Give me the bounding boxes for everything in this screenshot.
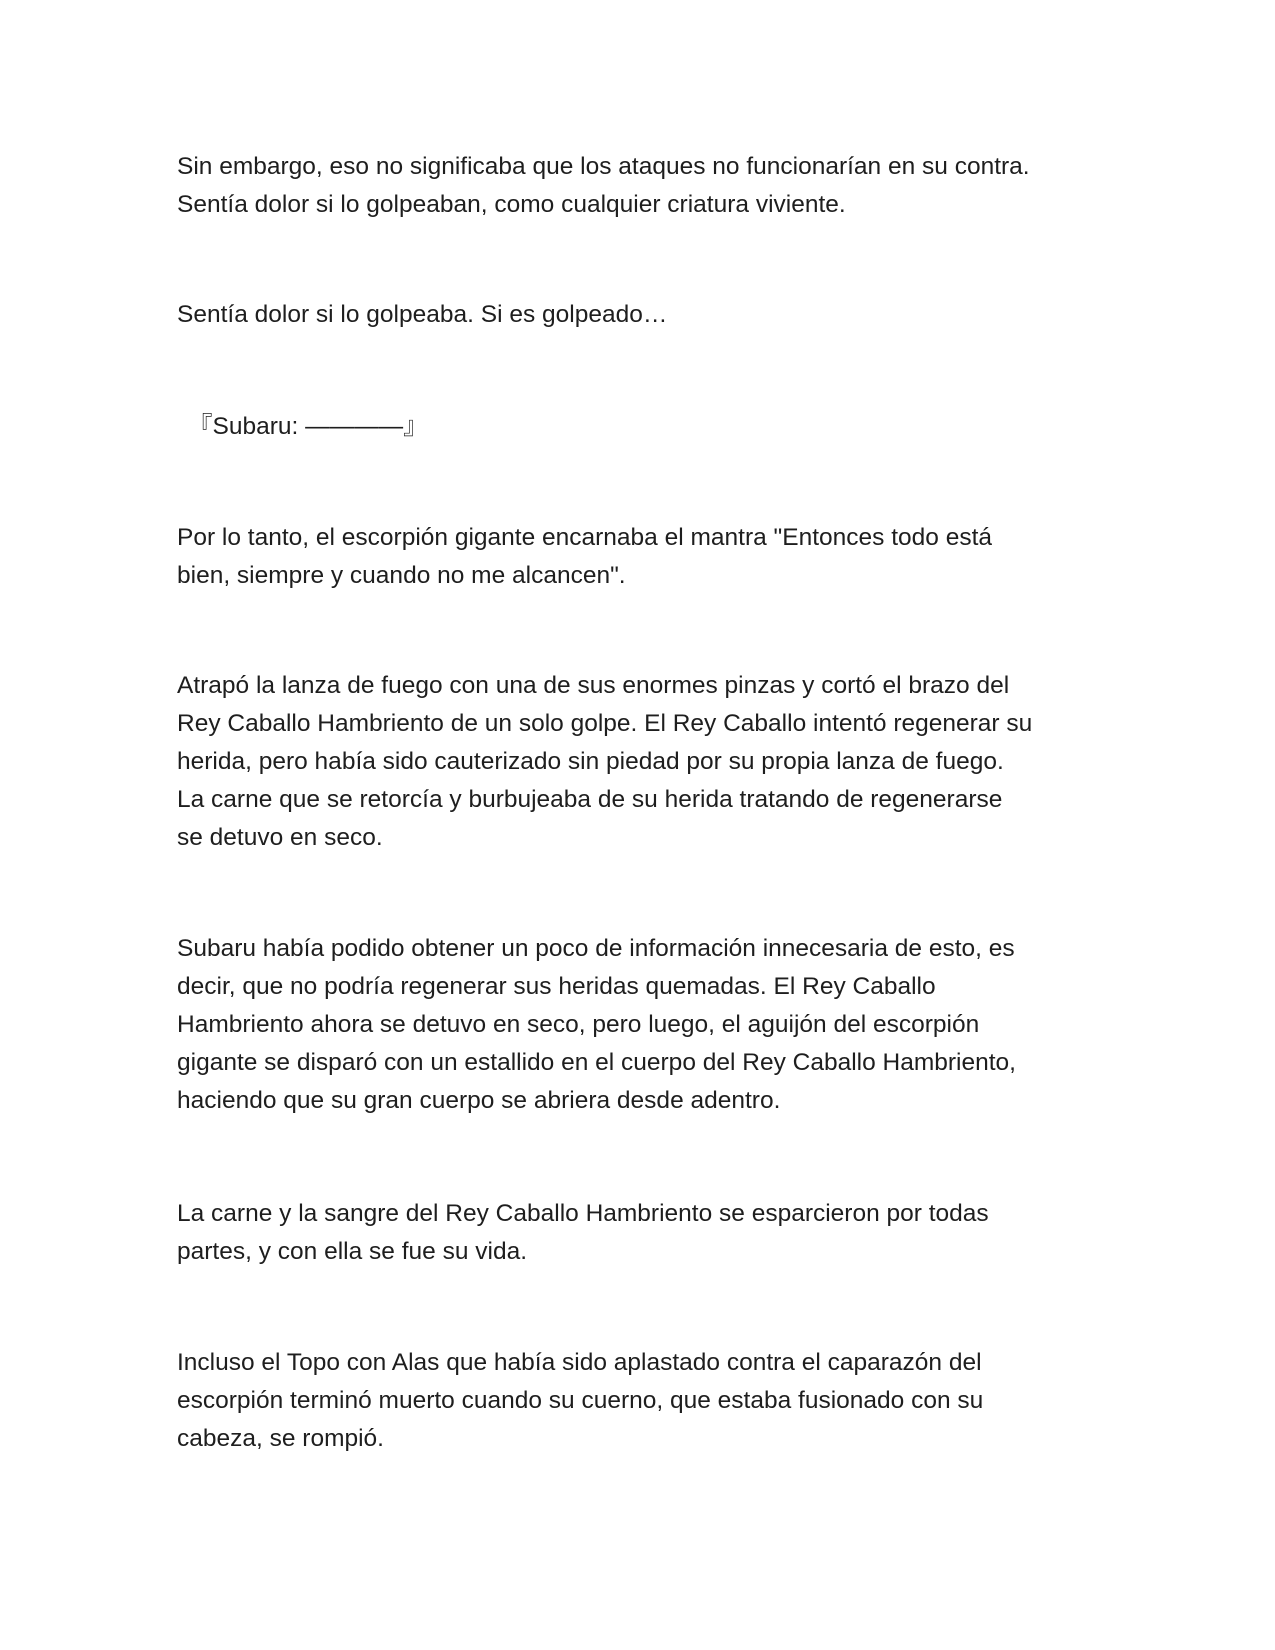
paragraph-7 [177, 1195, 1107, 1271]
text-line: bien, siempre y cuando no me alcancen". [177, 562, 626, 589]
paragraph-1 [177, 148, 1107, 224]
text-line: La carne que se retorcía y burbujeaba de su herida tratando de regenerarse [177, 786, 1003, 813]
text-line: Por lo tanto, el escorpión gigante encarnaba el mantra "Entonces todo está [177, 524, 992, 551]
text-line: haciendo que su gran cuerpo se abriera desde adentro. [177, 1087, 781, 1114]
text-line: partes, y con ella se fue su vida. [177, 1238, 527, 1265]
paragraph-6 [177, 930, 1107, 1120]
text-line: herida, pero había sido cauterizado sin piedad por su propia lanza de fuego. [177, 748, 1004, 775]
dialogue-line-subaru [188, 408, 1118, 446]
text-line: se detuvo en seco. [177, 824, 383, 851]
text-line: escorpión terminó muerto cuando su cuerno, que estaba fusionado con su [177, 1387, 984, 1414]
text-line: Sentía dolor si lo golpeaban, como cualquier criatura viviente. [177, 191, 846, 218]
paragraph-8 [177, 1344, 1107, 1458]
text-line: 『Subaru: ————』 [188, 413, 428, 440]
text-line: Hambriento ahora se detuvo en seco, pero luego, el aguijón del escorpión [177, 1011, 980, 1038]
text-line: Subaru había podido obtener un poco de información innecesaria de esto, es [177, 935, 1015, 962]
text-line: gigante se disparó con un estallido en el cuerpo del Rey Caballo Hambriento, [177, 1049, 1016, 1076]
text-line: decir, que no podría regenerar sus heridas quemadas. El Rey Caballo [177, 973, 936, 1000]
text-line: La carne y la sangre del Rey Caballo Hambriento se esparcieron por todas [177, 1200, 989, 1227]
text-line: Incluso el Topo con Alas que había sido aplastado contra el caparazón del [177, 1349, 982, 1376]
paragraph-5 [177, 667, 1107, 857]
text-line: Rey Caballo Hambriento de un solo golpe. El Rey Caballo intentó regenerar su [177, 710, 1033, 737]
text-line: Atrapó la lanza de fuego con una de sus enormes pinzas y cortó el brazo del [177, 672, 1010, 699]
paragraph-4 [177, 519, 1107, 595]
text-line: cabeza, se rompió. [177, 1425, 384, 1452]
paragraph-2 [177, 296, 1107, 334]
text-line: Sentía dolor si lo golpeaba. Si es golpeado… [177, 301, 668, 328]
text-line: Sin embargo, eso no significaba que los ataques no funcionarían en su contra. [177, 153, 1030, 180]
